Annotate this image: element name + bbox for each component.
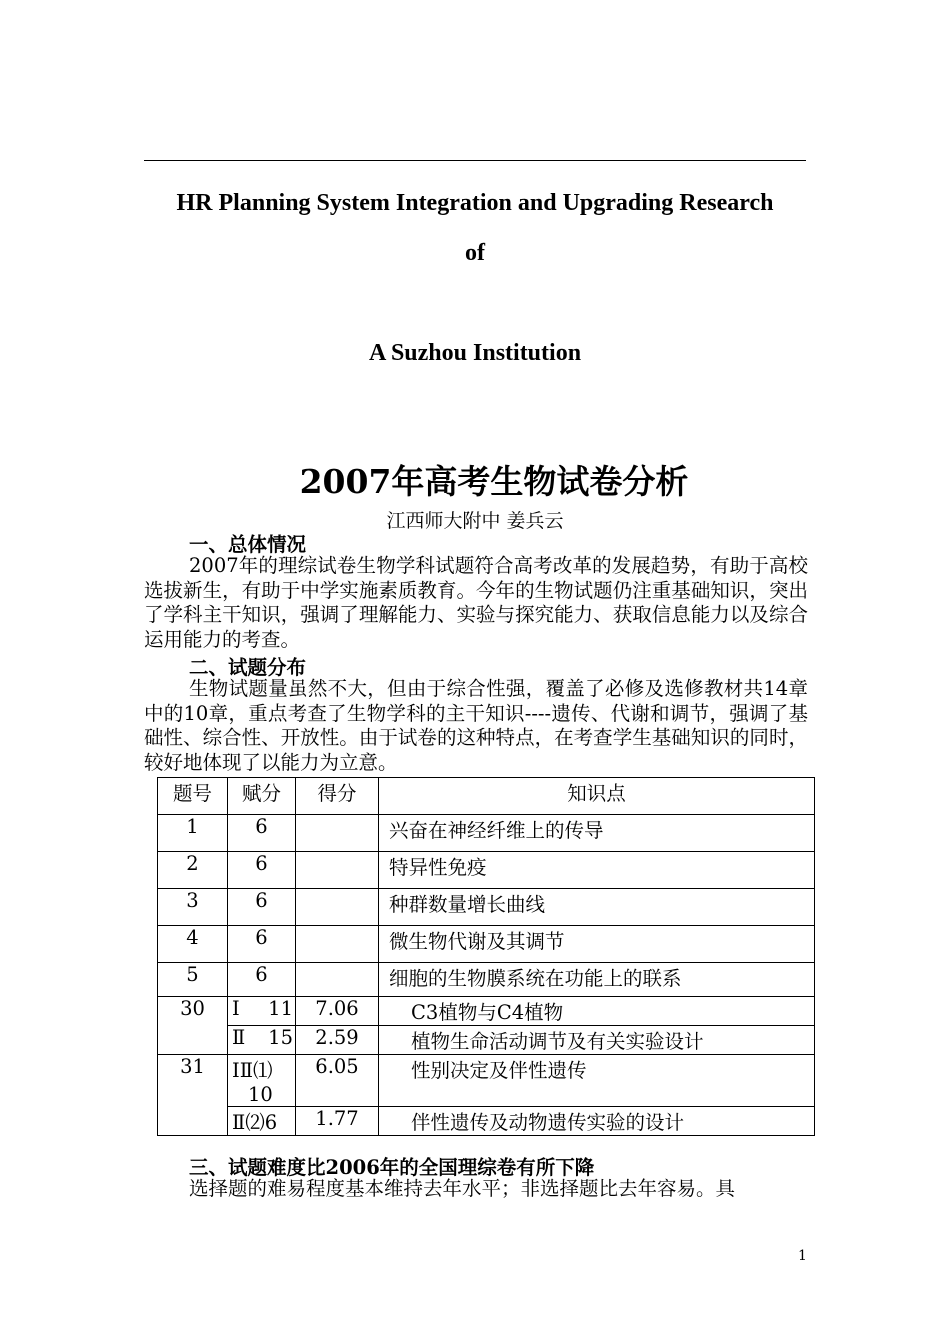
knowledge-table (157, 777, 815, 1136)
section-3-body (144, 1177, 808, 1202)
table-row: Ⅱ⑵6 1.77 伴性遗传及动物遗传实验的设计 (158, 1107, 815, 1136)
english-title-line-3: A Suzhou Institution (368, 340, 582, 366)
page-number: 1 (798, 1248, 807, 1264)
header-got: 得分 (296, 778, 379, 815)
header-topic: 知识点 (379, 778, 815, 815)
table-row: 30 Ⅰ 11 7.06 C3植物与C4植物 (158, 997, 815, 1026)
table-row: 5 6 细胞的生物膜系统在功能上的联系 (158, 963, 815, 997)
table-row: 2 6 特异性免疫 (158, 852, 815, 889)
english-title-line-2: of (465, 240, 485, 266)
table-row: 1 6 兴奋在神经纤维上的传导 (158, 815, 815, 852)
header-rule (144, 160, 806, 161)
section-2-heading: 二、试题分布 (189, 656, 307, 679)
section-1-heading: 一、总体情况 (189, 533, 307, 556)
table-row: 31 ⅠⅡ⑴ 10 6.05 性别决定及伴性遗传 (158, 1055, 815, 1107)
table-row: 3 6 种群数量增长曲线 (158, 889, 815, 926)
section-2-paragraph: 生物试题量虽然不大，但由于综合性强，覆盖了必修及选修教材共14章中的10章，重点考查了生物学科的主干知识----遗传、代谢和调节，强调了基础性、综合性、开放性。由于试卷的这种特点，在考查学生基础知识的同时，较好地体现了以能力为立意。 (144, 677, 808, 774)
section-1-paragraph: 2007年的理综试卷生物学科试题符合高考改革的发展趋势，有助于高校选拔新生，有助于中学实施素质教育。今年的生物试题仍注重基础知识，突出了学科主干知识，强调了理解能力、实验与探究能力、获取信息能力以及综合运用能力的考查。 (144, 554, 808, 651)
q31-part1-score-cell: ⅠⅡ⑴ 10 (228, 1055, 296, 1107)
header-score: 赋分 (228, 778, 296, 815)
table-row: 4 6 微生物代谢及其调节 (158, 926, 815, 963)
section-1-body (144, 554, 808, 652)
author-line: 江西师大附中 姜兵云 (386, 510, 564, 532)
english-title-line-1: HR Planning System Integration and Upgrading Research (176, 190, 774, 216)
q30-num: 30 (158, 997, 228, 1055)
section-3-paragraph: 选择题的难易程度基本维持去年水平；非选择题比去年容易。具 (189, 1177, 736, 1200)
q30-part1-score-cell: Ⅰ 11 (228, 997, 296, 1026)
section-2-body (144, 677, 808, 775)
header-num: 题号 (158, 778, 228, 815)
q30-part2-score-cell: Ⅱ 15 (228, 1026, 296, 1055)
q31-num: 31 (158, 1055, 228, 1136)
section-3-heading: 三、试题难度比2006年的全国理综卷有所下降 (189, 1156, 595, 1179)
table-row: Ⅱ 15 2.59 植物生命活动调节及有关实验设计 (158, 1026, 815, 1055)
document-title: 2007年高考生物试卷分析 (299, 462, 689, 501)
